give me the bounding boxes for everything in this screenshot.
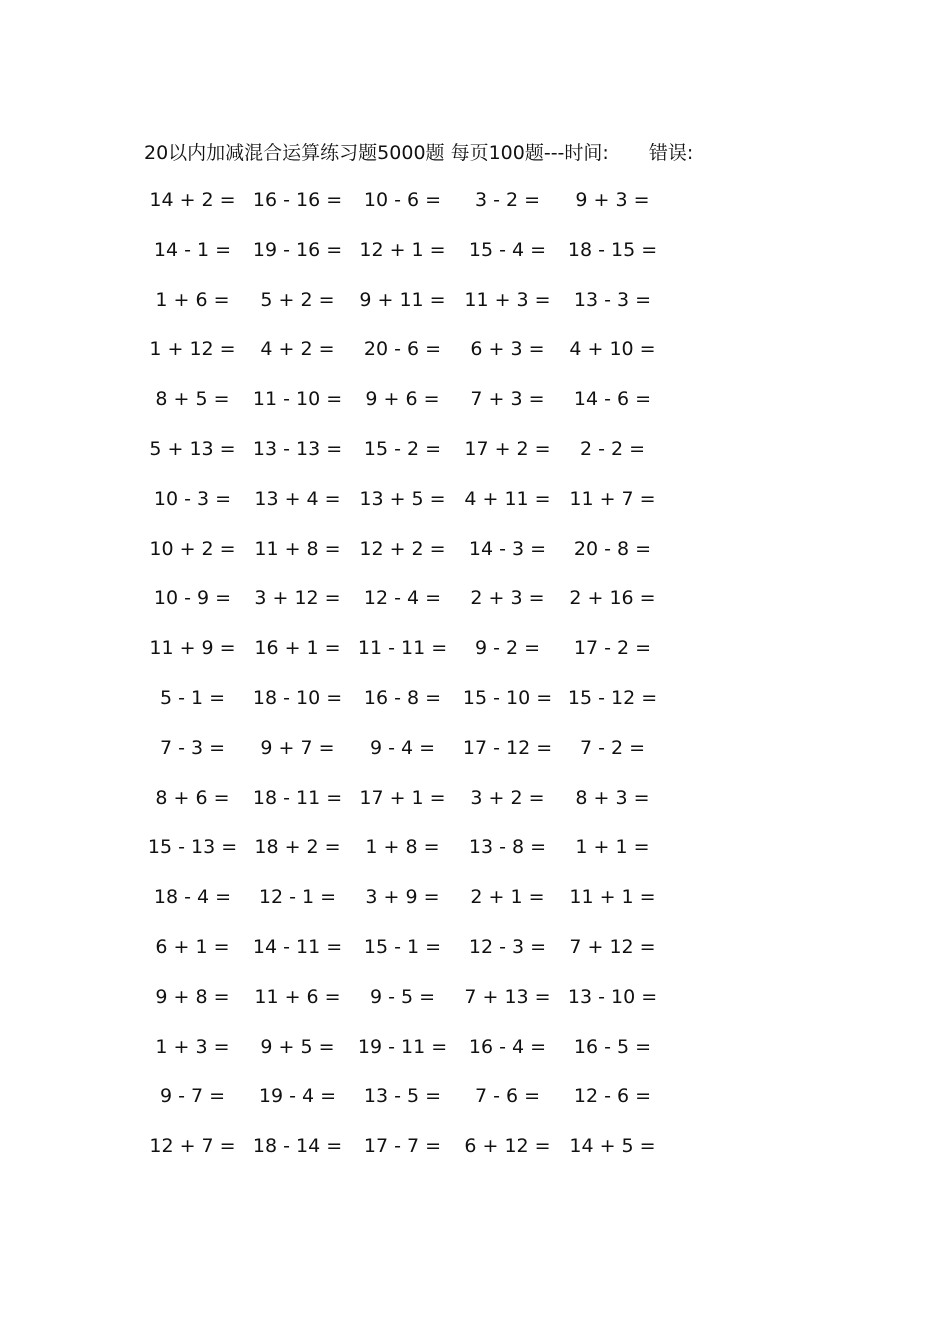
arithmetic-problem: 2 + 16 = [569,587,656,610]
arithmetic-problem: 9 - 4 = [369,736,436,759]
arithmetic-problem: 10 - 3 = [153,487,232,510]
arithmetic-problem: 9 + 6 = [365,388,440,411]
arithmetic-problem: 12 + 1 = [359,238,446,261]
problem-row [140,1131,680,1181]
problem-row [140,235,680,285]
arithmetic-problem: 9 - 7 = [159,1085,226,1108]
problem-row [140,185,680,235]
arithmetic-problem: 11 - 11 = [357,637,448,660]
arithmetic-problem: 6 + 3 = [470,338,545,361]
worksheet-title: 20以内加减混合运算练习题5000题 每页100题---时间: [144,141,609,164]
arithmetic-problem: 17 + 1 = [359,786,446,809]
problem-row [140,633,680,683]
arithmetic-problem: 14 + 5 = [569,1135,656,1158]
arithmetic-problem: 18 - 11 = [252,786,343,809]
arithmetic-problem: 2 + 3 = [470,587,545,610]
arithmetic-problem: 14 - 11 = [252,935,343,958]
problem-row [140,932,680,982]
arithmetic-problem: 11 + 9 = [149,637,236,660]
arithmetic-problem: 16 - 16 = [252,189,343,211]
arithmetic-problem: 14 - 6 = [573,388,652,411]
arithmetic-problem: 9 - 5 = [369,985,436,1008]
problem-grid [140,185,680,1181]
arithmetic-problem: 5 - 1 = [159,686,226,709]
problem-row [140,832,680,882]
arithmetic-problem: 3 + 12 = [254,587,341,610]
arithmetic-problem: 13 - 10 = [567,985,658,1008]
arithmetic-problem: 15 - 2 = [363,437,442,460]
arithmetic-problem: 8 + 5 = [155,388,230,411]
arithmetic-problem: 12 - 3 = [468,935,547,958]
arithmetic-problem: 15 - 12 = [567,686,658,709]
arithmetic-problem: 12 - 4 = [363,587,442,610]
arithmetic-problem: 11 + 6 = [254,985,341,1008]
arithmetic-problem: 18 - 4 = [153,886,232,909]
arithmetic-problem: 5 + 2 = [260,288,335,311]
arithmetic-problem: 6 + 12 = [464,1135,551,1158]
worksheet-header [144,136,693,166]
arithmetic-problem: 11 + 3 = [464,288,551,311]
arithmetic-problem: 14 - 3 = [468,537,547,560]
arithmetic-problem: 1 + 6 = [155,288,230,311]
problem-row [140,285,680,335]
arithmetic-problem: 14 - 1 = [153,238,232,261]
arithmetic-problem: 12 + 2 = [359,537,446,560]
problem-row [140,534,680,584]
arithmetic-problem: 9 + 3 = [575,189,650,211]
arithmetic-problem: 9 + 5 = [260,1035,335,1058]
arithmetic-problem: 3 + 9 = [365,886,440,909]
arithmetic-problem: 18 + 2 = [254,836,341,859]
arithmetic-problem: 8 + 3 = [575,786,650,809]
arithmetic-problem: 7 - 2 = [579,736,646,759]
arithmetic-problem: 10 + 2 = [149,537,236,560]
arithmetic-problem: 7 - 6 = [474,1085,541,1108]
arithmetic-problem: 11 - 10 = [252,388,343,411]
arithmetic-problem: 18 - 15 = [567,238,658,261]
arithmetic-problem: 11 + 8 = [254,537,341,560]
arithmetic-problem: 1 + 3 = [155,1035,230,1058]
arithmetic-problem: 16 - 5 = [573,1035,652,1058]
arithmetic-problem: 10 - 6 = [363,189,442,211]
arithmetic-problem: 8 + 6 = [155,786,230,809]
arithmetic-problem: 19 - 4 = [258,1085,337,1108]
arithmetic-problem: 4 + 2 = [260,338,335,361]
arithmetic-problem: 15 - 13 = [147,836,238,859]
arithmetic-problem: 9 - 2 = [474,637,541,660]
arithmetic-problem: 13 + 4 = [254,487,341,510]
arithmetic-problem: 18 - 10 = [252,686,343,709]
problem-row [140,434,680,484]
problem-row [140,334,680,384]
arithmetic-problem: 15 - 10 = [462,686,553,709]
arithmetic-problem: 13 + 5 = [359,487,446,510]
arithmetic-problem: 2 + 1 = [470,886,545,909]
arithmetic-problem: 13 - 3 = [573,288,652,311]
arithmetic-problem: 17 - 7 = [363,1135,442,1158]
problem-row [140,733,680,783]
arithmetic-problem: 9 + 11 = [359,288,446,311]
arithmetic-problem: 12 + 7 = [149,1135,236,1158]
arithmetic-problem: 19 - 11 = [357,1035,448,1058]
arithmetic-problem: 12 - 6 = [573,1085,652,1108]
arithmetic-problem: 4 + 10 = [569,338,656,361]
arithmetic-problem: 14 + 2 = [149,189,236,211]
arithmetic-problem: 15 - 1 = [363,935,442,958]
arithmetic-problem: 16 - 4 = [468,1035,547,1058]
arithmetic-problem: 12 - 1 = [258,886,337,909]
arithmetic-problem: 9 + 8 = [155,985,230,1008]
arithmetic-problem: 13 - 5 = [363,1085,442,1108]
problem-row [140,1081,680,1131]
arithmetic-problem: 1 + 12 = [149,338,236,361]
arithmetic-problem: 3 - 2 = [474,189,541,211]
arithmetic-problem: 11 + 7 = [569,487,656,510]
arithmetic-problem: 10 - 9 = [153,587,232,610]
errors-label: 错误: [648,141,694,164]
arithmetic-problem: 17 - 12 = [462,736,553,759]
arithmetic-problem: 13 - 13 = [252,437,343,460]
arithmetic-problem: 7 + 13 = [464,985,551,1008]
arithmetic-problem: 19 - 16 = [252,238,343,261]
problem-row [140,882,680,932]
problem-row [140,583,680,633]
arithmetic-problem: 17 + 2 = [464,437,551,460]
problem-row [140,982,680,1032]
problem-row [140,384,680,434]
arithmetic-problem: 18 - 14 = [252,1135,343,1158]
arithmetic-problem: 4 + 11 = [464,487,551,510]
problem-row [140,1032,680,1082]
problem-row [140,783,680,833]
problem-row [140,484,680,534]
arithmetic-problem: 6 + 1 = [155,935,230,958]
arithmetic-problem: 7 - 3 = [159,736,226,759]
arithmetic-problem: 5 + 13 = [149,437,236,460]
arithmetic-problem: 1 + 1 = [575,836,650,859]
arithmetic-problem: 20 - 6 = [363,338,442,361]
arithmetic-problem: 13 - 8 = [468,836,547,859]
arithmetic-problem: 11 + 1 = [569,886,656,909]
arithmetic-problem: 2 - 2 = [579,437,646,460]
arithmetic-problem: 7 + 12 = [569,935,656,958]
arithmetic-problem: 3 + 2 = [470,786,545,809]
arithmetic-problem: 16 + 1 = [254,637,341,660]
arithmetic-problem: 16 - 8 = [363,686,442,709]
arithmetic-problem: 15 - 4 = [468,238,547,261]
arithmetic-problem: 9 + 7 = [260,736,335,759]
problem-row [140,683,680,733]
arithmetic-problem: 7 + 3 = [470,388,545,411]
arithmetic-problem: 17 - 2 = [573,637,652,660]
arithmetic-problem: 1 + 8 = [365,836,440,859]
arithmetic-problem: 20 - 8 = [573,537,652,560]
